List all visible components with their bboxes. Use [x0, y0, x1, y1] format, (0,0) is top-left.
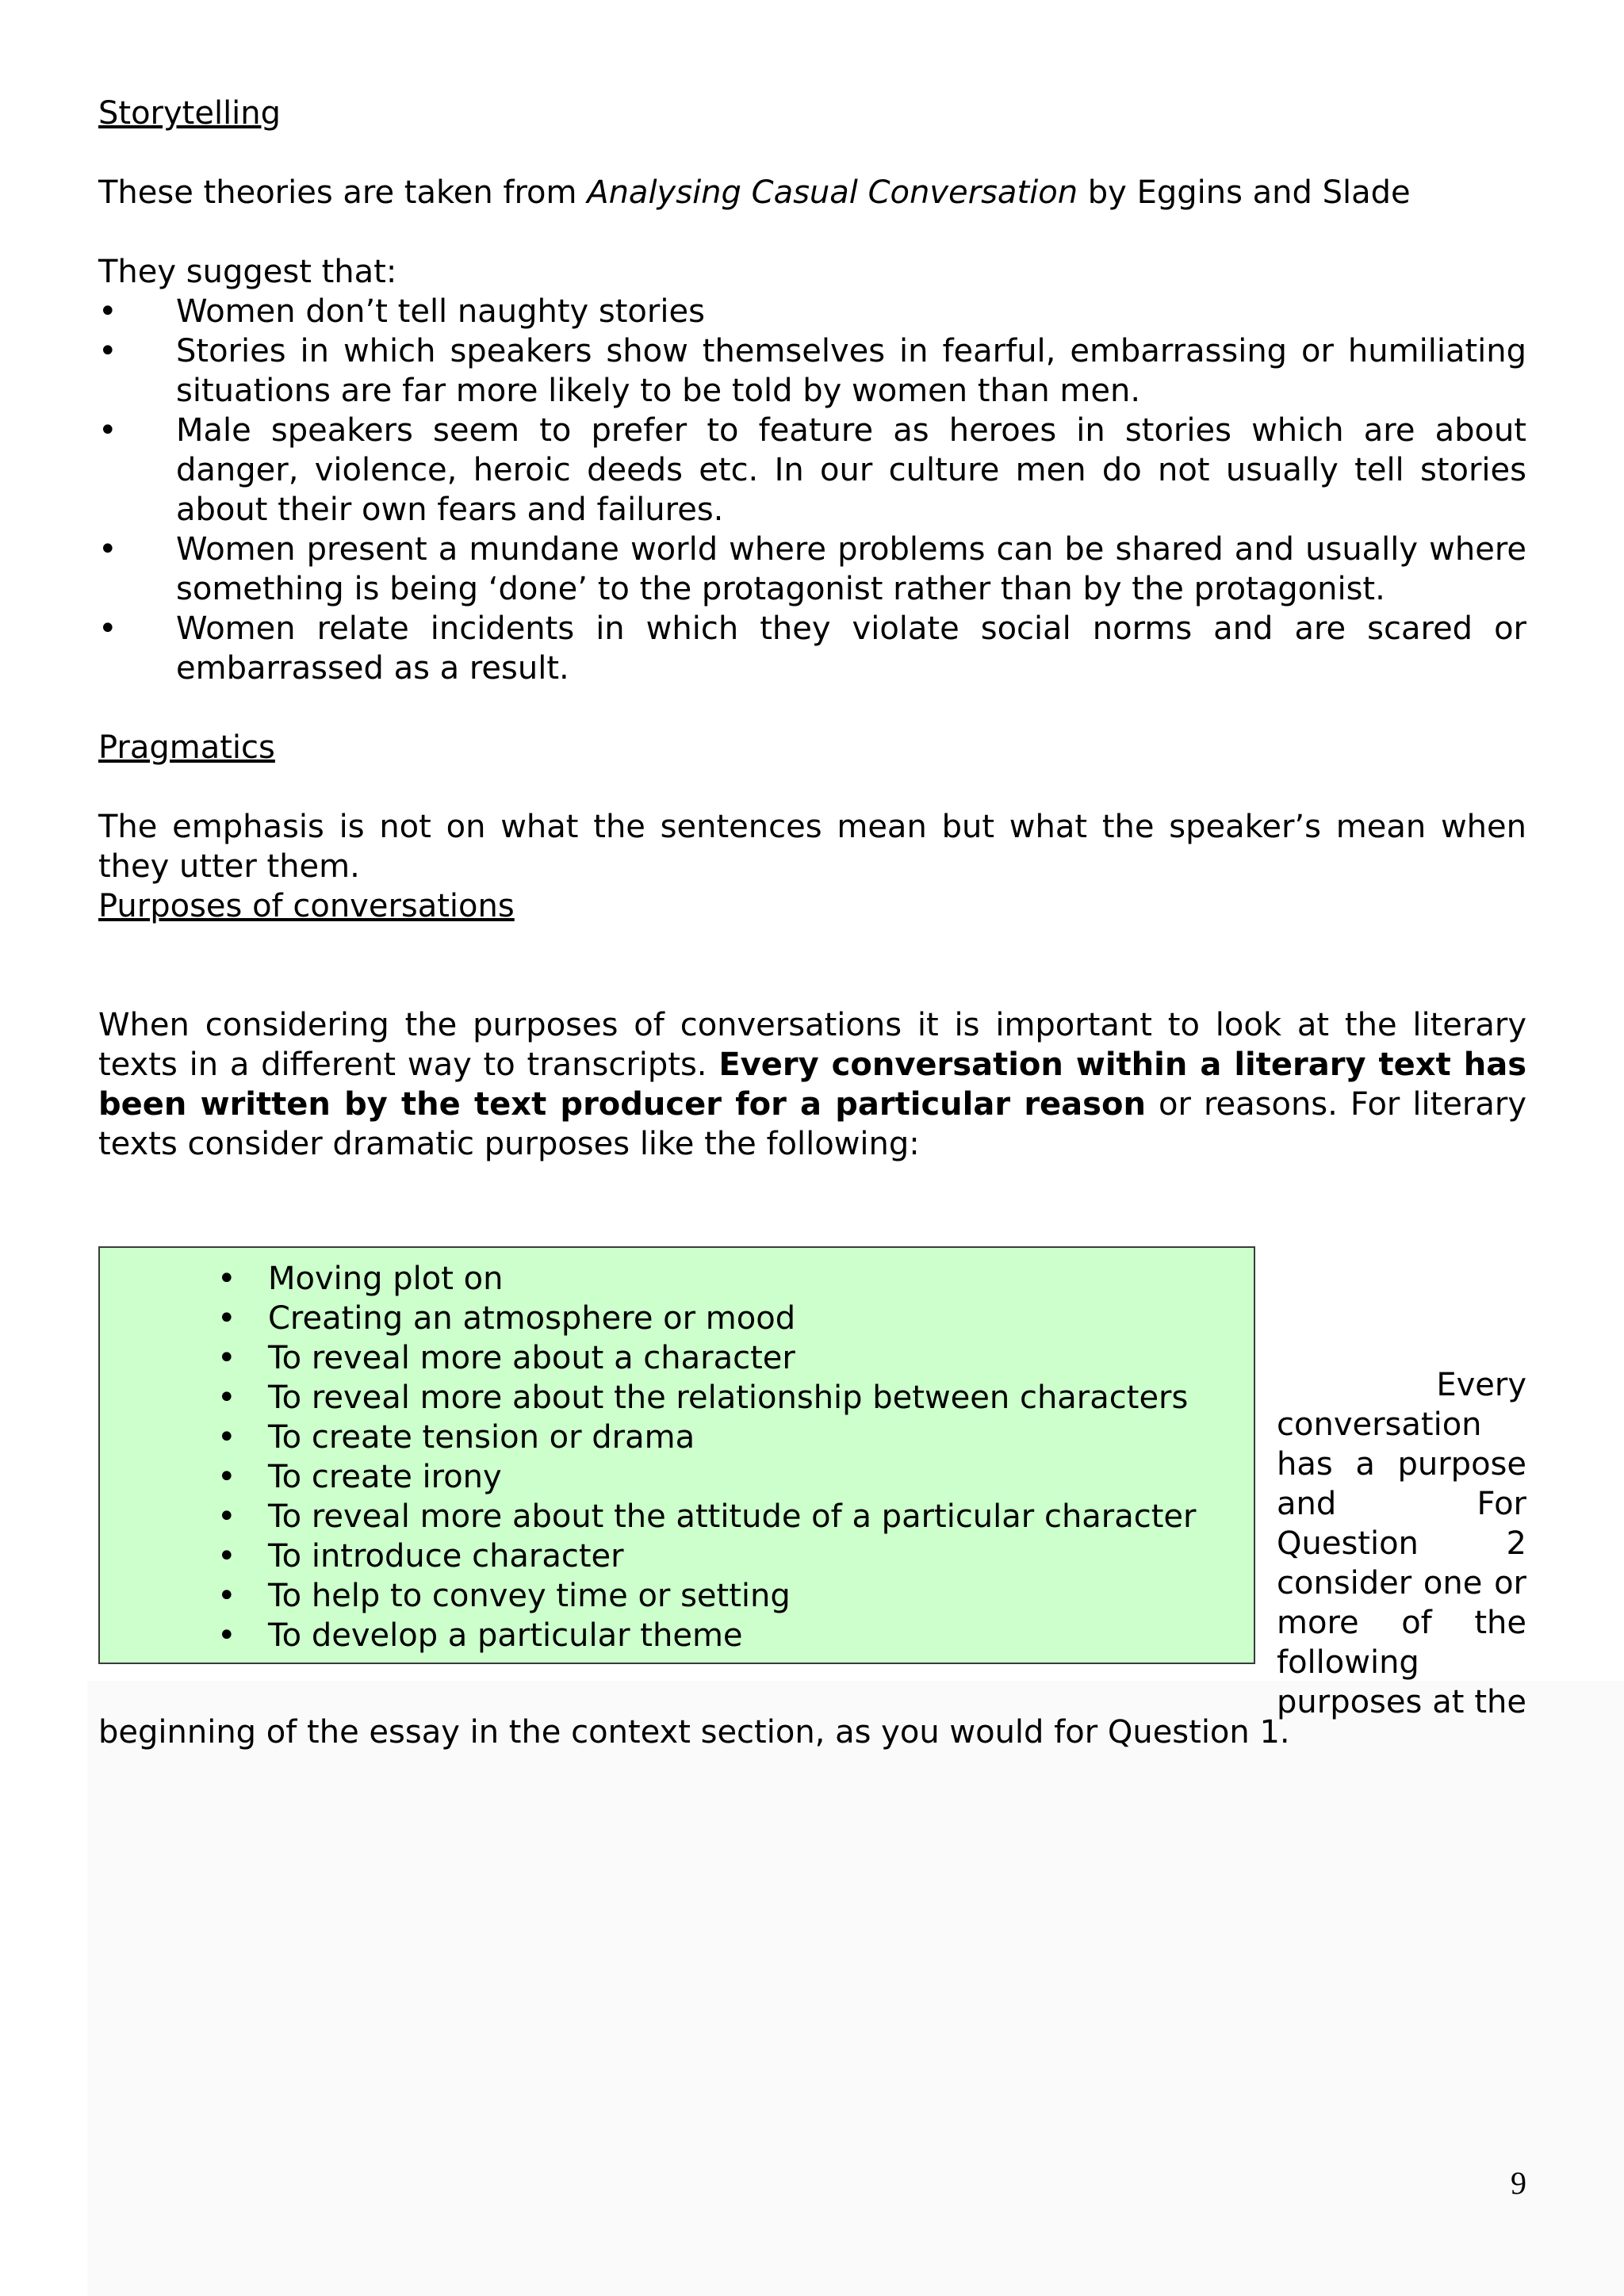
pragmatics-text: The emphasis is not on what the sentences mean but what the speaker’s mean when they utter them.	[98, 809, 1526, 885]
storytelling-heading: Storytelling	[98, 95, 282, 132]
list-item: • Male speakers seem to prefer to feature as heroes in stories which are about danger, violence, heroic deeds etc. In our culture men do not usually tell stories about their own fears and failures.	[98, 411, 1526, 530]
para-end: or reasons. For literary texts consider dramatic purposes like the following:	[98, 1086, 1527, 1162]
continuation-text: beginning of the essay in the context section, as you would for Question 1.	[98, 1714, 1290, 1751]
storytelling-intro	[98, 173, 1526, 212]
list-item: • Creating an atmosphere or mood	[100, 1299, 1254, 1338]
list-item: • Stories in which speakers show themselves in fearful, embarrassing or humiliating situations are far more likely to be told by women than men.	[98, 331, 1526, 411]
list-item: • To help to convey time or setting	[100, 1576, 1254, 1616]
list-item: • Women relate incidents in which they violate social norms and are scared or embarrassed as a result.	[98, 609, 1526, 688]
list-item: • To reveal more about the relationship between characters	[100, 1378, 1254, 1418]
background-tint	[87, 1681, 1624, 2296]
list-item: • To develop a particular theme	[100, 1616, 1254, 1655]
storytelling-points	[98, 292, 1526, 688]
pragmatics-heading: Pragmatics	[98, 729, 275, 766]
list-item: • Moving plot on	[100, 1259, 1254, 1299]
list-item: • To create irony	[100, 1457, 1254, 1497]
purposes-paragraph	[98, 1005, 1526, 1164]
page-number: 9	[1511, 2165, 1526, 2201]
list-item: • Women don’t tell naughty stories	[98, 292, 1526, 331]
list-item: • To reveal more about a character	[100, 1338, 1254, 1378]
para-start: When considering the purposes of conversations it is important to look at the literary texts in a different way to transcripts.	[98, 1007, 1526, 1083]
page-content	[98, 94, 1527, 1751]
side-note-first: Every	[1436, 1367, 1526, 1403]
suggest-line: They suggest that:	[98, 254, 397, 290]
intro-after: by Eggins and Slade	[1078, 174, 1411, 211]
list-item: • To reveal more about the attitude of a particular character	[100, 1497, 1254, 1536]
book-title: Analysing Casual Conversation	[587, 174, 1078, 211]
intro-before: These theories are taken from	[98, 174, 588, 211]
list-item: • To introduce character	[100, 1536, 1254, 1576]
list-item: • Women present a mundane world where problems can be shared and usually where something is being ‘done’ to the protagonist rather than by the protagonist.	[98, 530, 1526, 609]
list-item: • To create tension or drama	[100, 1418, 1254, 1457]
purposes-list	[100, 1259, 1254, 1655]
para-bold: Every conversation within a literary text has been written by the text producer for a particular reason	[98, 1047, 1526, 1123]
dramatic-purposes-box	[98, 1246, 1255, 1664]
purposes-heading: Purposes of conversations	[98, 888, 515, 924]
side-note	[1277, 1365, 1526, 1722]
side-note-rest: conversation has a purpose and For Question 2 consider one or more of the following purposes at the	[1277, 1406, 1526, 1720]
